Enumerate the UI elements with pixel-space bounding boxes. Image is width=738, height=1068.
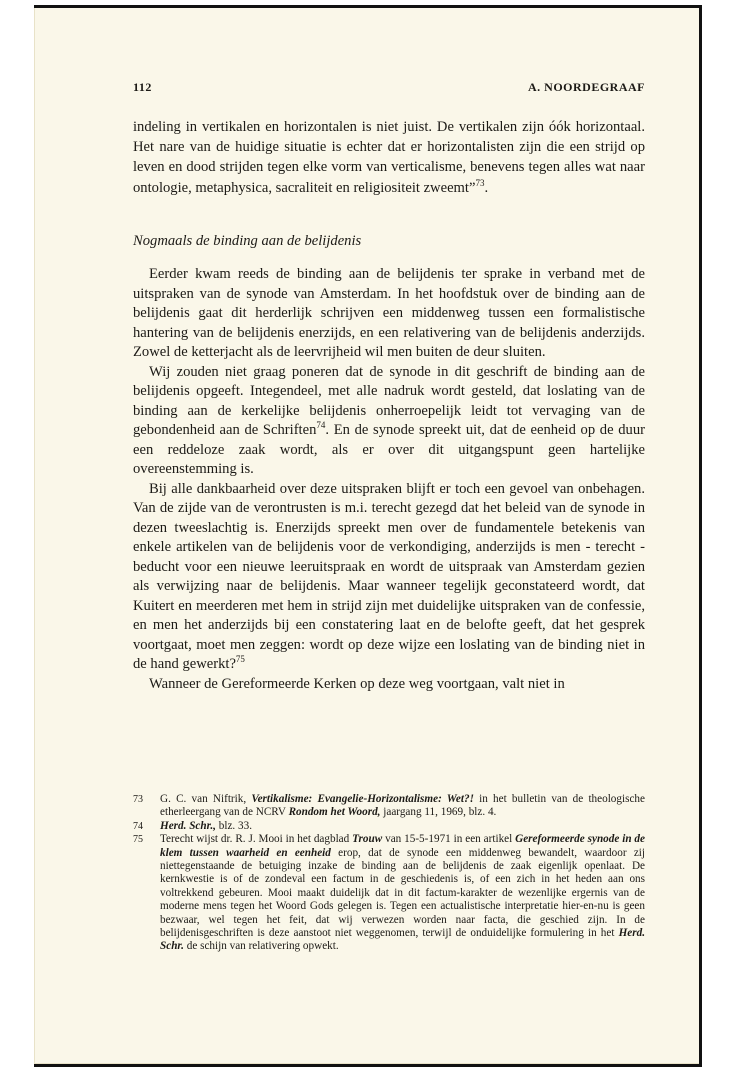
- fn-title: Rondom het Woord,: [288, 806, 381, 819]
- footnote-number: 75: [133, 834, 143, 846]
- note-ref-73[interactable]: 73: [475, 177, 485, 188]
- paragraph-1: Eerder kwam reeds de binding aan de belijdenis ter sprake in verband met de uitspraken van de synode van Amsterdam. In het hoofdstuk over de binding aan de belijdenis gaat dit herderlijk schrijven een middenweg tussen een formalistische hantering van de belijdenis enerzijds, en een relativering van de belijdenis anderzijds. Zowel de ketterjacht als de leervrijheid wil men buiten de deur sluiten.: [133, 266, 645, 360]
- note-ref-75[interactable]: 75: [235, 654, 245, 665]
- paragraph-4: Wanneer de Gereformeerde Kerken op deze weg voortgaan, valt niet in: [149, 675, 565, 692]
- fn-title: Herd. Schr.: [160, 927, 645, 953]
- opening-paragraph: [133, 117, 645, 198]
- paragraph-2-text-b: . En de synode spreekt uit, dat de eenheid op de duur een reddeloze zaak wordt, als er over dit uitgangspunt geen hartelijke overeenstemming is.: [133, 422, 645, 477]
- fn-part: G. C. van Niftrik,: [160, 793, 252, 805]
- fn-title: Vertikalisme: Evangelie-Horizontalisme: Wet?!: [251, 793, 474, 805]
- scan-border-right: [699, 5, 702, 1066]
- fn-title: Trouw: [352, 833, 383, 846]
- fn-part: blz. 33.: [215, 819, 252, 832]
- opening-paragraph-block: [133, 117, 645, 198]
- fn-title: Herd. Schr.,: [160, 819, 216, 832]
- footnote-74: [133, 820, 645, 833]
- fn-title: Gereformeerde synode in de klem tussen waarheid en eenheid: [160, 833, 645, 859]
- paragraph-2-text-a: Wij zouden niet graag poneren dat de synode in dit geschrift de binding aan de belijdenis opgeeft. Integendeel, met alle nadruk wordt gesteld, dat loslating van de binding aan de kerkelijke belijdenis onherroepelijk leidt tot vervaging van de gebondenheid aan de Schriften: [133, 363, 645, 438]
- note-ref-74[interactable]: 74: [316, 420, 326, 431]
- footnote-number: 74: [133, 820, 143, 832]
- footnote-text: [160, 820, 645, 833]
- footnote-75: [133, 833, 645, 954]
- section-body: [133, 265, 645, 694]
- footnotes: [133, 793, 645, 954]
- fn-part: van 15-5-1971 in een artikel: [382, 833, 516, 846]
- footnote-text: [160, 833, 645, 954]
- opening-paragraph-text: indeling in vertikalen en horizontalen is niet juist. De vertikalen zijn óók horizontaal. Het nare van de huidige situatie is echter dat er horizontalisten zijn die een strijd op leven en dood strijden tegen elke vorm van verticalisme, benevens tegen alles wat naar ontologie, metaphysica, sacraliteit en religiositeit zweemt”: [133, 119, 645, 196]
- paragraph-2: [133, 363, 645, 480]
- fn-part: erop, dat de synode een middenweg bewandelt, waardoor zij niettegenstaande de betuiging inzake de binding aan de belijdenis de zaak eigenlijk openlaat. De kernkwestie is of de zondeval een factum in de geschiedenis is, of een zich in het heden aan ons voltrekkend gebeuren. Mooi maakt duidelijk dat in dit factum-karakter de wezenlijke ergernis van de moderne mens tegen het Woord Gods gelegen is. Tegen een actualistische interpretatie hier-en-nu is geen bezwaar, wel tegen het feit, dat wij verwezen worden naar facta, die geschied zijn. In de belijdenisgeschriften is deze aanstoot niet weggenomen, terwijl de onduidelijke formulering in het: [160, 846, 646, 940]
- opening-paragraph-end: .: [484, 179, 489, 196]
- running-head-author: A. NOORDEGRAAF: [528, 80, 645, 94]
- fn-part: jaargang 11, 1969, blz. 4.: [380, 806, 497, 819]
- footnote-73: [133, 793, 645, 820]
- footnote-text: [160, 793, 645, 820]
- fn-part: Terecht wijst dr. R. J. Mooi in het dagblad: [160, 833, 353, 846]
- scan-border-top: [34, 5, 702, 8]
- page-number: 112: [133, 80, 152, 94]
- scan-border-bottom: [34, 1064, 702, 1067]
- paragraph-3: [133, 480, 645, 675]
- paragraph-3-text-a: Bij alle dankbaarheid over deze uitspraken blijft er toch een gevoel van onbehagen. Van de zijde van de verontrusten is m.i. terecht gezegd dat het beleid van de synode in dezen tweeslachtig is. Enerzijds spreekt men over de fundamentele betekenis van enkele artikelen van de belijdenis voor de verkondiging, anderzijds is men - terecht - beducht voor een nieuwe leeruitspraak en wordt de uitspraak van Amsterdam gezien als verwijzing naar de belijdenis. Maar wanneer tegelijk geconstateerd wordt, dat Kuitert en meerderen met hem in strijd zijn met duidelijke uitspraken van de confessie, en men het anderzijds bij een constatering laat en de belofte geeft, dat het gesprek voortgaat, moet men zeggen: wordt op deze wijze een loslating van de binding niet in de hand gewerkt?: [133, 480, 645, 672]
- fn-part: de schijn van relativering opwekt.: [183, 940, 339, 953]
- section-heading: Nogmaals de binding aan de belijdenis: [133, 233, 362, 249]
- footnote-number: 73: [133, 794, 143, 805]
- fn-part: in het bulletin van de theologische etherleergang van de NCRV: [160, 793, 645, 819]
